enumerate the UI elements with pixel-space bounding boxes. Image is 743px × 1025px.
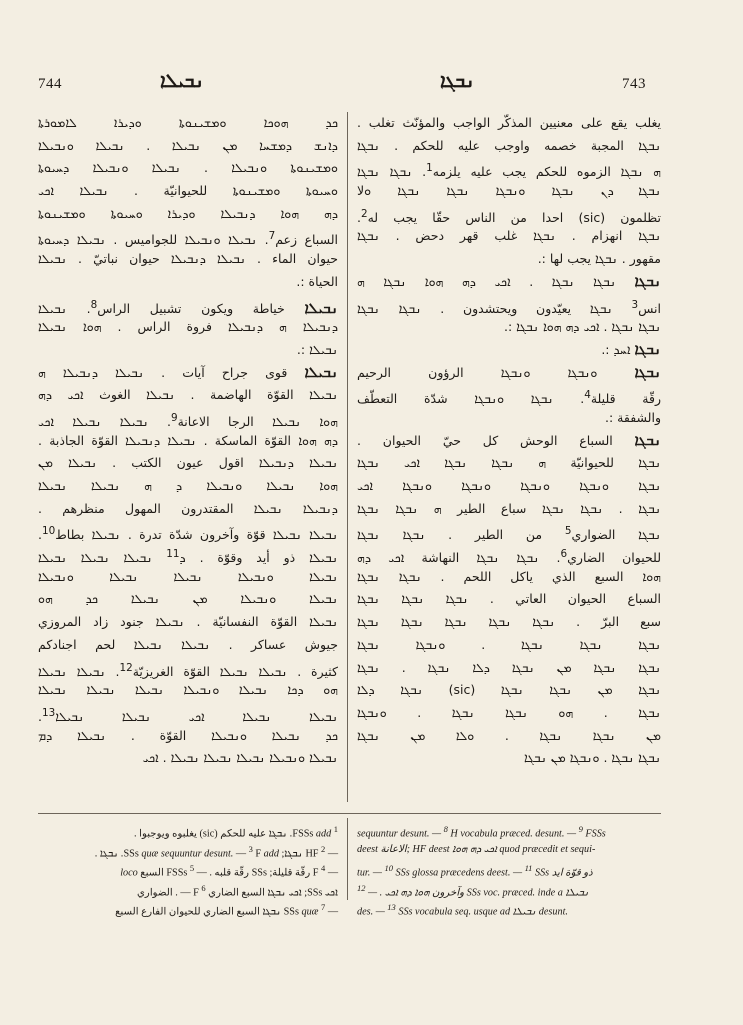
text-line: ܢܒܓܐ ܢܒܓܐ ܢܒܓܐ . ܐܟܝ ܕܗ ܗܘܐ ܢܒܓܐ ܗ bbox=[357, 273, 661, 290]
running-head-right: ܢܒܓܐ bbox=[440, 70, 475, 92]
text-line: ܕܗ ܗܘܐ ܕܢܒܝܠܐ ܘܕܝܪܐ ܘܚܝܘܬܐ ܘܡܫܝܢܘܬܐ bbox=[38, 205, 338, 221]
text-line: ܢܒܓܐ ܘܢܒܓܐ ܘܢܒܓܐ الرؤون الرحيم bbox=[357, 364, 661, 381]
text-line: ܗ ܢܒܓܐ الزموه للحكم يجب عليه يلزمه$^1$. ܢܒܓܐ ܢܒܓܐ bbox=[357, 162, 661, 180]
column-divider bbox=[347, 112, 348, 802]
text-line: ܗܘܐ السبع الذي ياكل اللحم . ܢܒܓܐ ܢܒܓܐ bbox=[357, 568, 661, 584]
text-line: ܘܚܝܘܬܐ ܘܡܫܝܢܘܬܐ للحيوانيّة . ܢܒܝܠܐ ܐܟܝ bbox=[38, 183, 338, 199]
footnote-line: — $^2$ HF ܢܒܓܐ; SSs quæ sequuntur desunt. — $^3$ F add. ܢܒܓܐ . bbox=[94, 843, 338, 859]
right-column-text bbox=[357, 112, 661, 802]
text-line: ܢܒܝܠܐ ܕܢܒܝܠܐ اقول عيون الكتب . ܢܒܝܠܐ ܡܢ bbox=[38, 455, 338, 471]
text-line: السباع الحيوان العاتي . ܢܒܓܐ ܢܒܓܐ ܢܒܓܐ bbox=[357, 591, 661, 607]
text-line: والشفقة :. bbox=[605, 409, 661, 425]
text-line: ܢܒܝܠܐ :. bbox=[296, 341, 338, 357]
text-line: سبع البرّ . ܢܒܓܐ ܢܒܓܐ ܢܒܓܐ ܢܒܓܐ ܢܒܓܐ bbox=[357, 614, 661, 630]
text-line: تظلمون (sic) احدا من الناس حقّا يجب له$^2$. bbox=[357, 207, 661, 225]
footnote-line: tur. — $^{10}$ SSs glossa præcedens deest. — $^{11}$ SSs ذو قوّة ايد bbox=[357, 863, 593, 879]
text-line: ܢܒܝܠܐ ܘܢܒܝܠܐ ܢܒܝܠܐ ܢܒܝܠܐ ܘܢܒܝܠܐ bbox=[38, 568, 338, 584]
text-line: ܢܒܝܠܐ خياطة ويكون تشبيل الراس$^8$. ܢܒܝܠܐ bbox=[38, 298, 338, 317]
text-line: للحيوان الضاري$^6$. ܢܒܓܐ ܢܒܓܐ النهاشة ܐܟܝ ܕܗ bbox=[357, 548, 662, 566]
text-line: ܢܒܓܐ ܢܒܓܐ . ܐܟܝ ܕܗ ܗܘܐ ܢܒܓܐ :. bbox=[504, 319, 661, 335]
text-line: يغلب يقع على معنيين المذكّر الواجب والمؤنّث تغلب . bbox=[357, 115, 661, 130]
text-line: ܢܒܓܐ ܢܒܓܐ ܡܢ ܢܒܓܐ ܕܠܐ ܢܒܓܐ . ܢܒܓܐ bbox=[357, 659, 661, 675]
footnotes-left bbox=[38, 820, 338, 918]
text-line: ܢܒܓܐ المجبة خصمه واوجب عليه للحكم . ܢܒܓܐ bbox=[357, 137, 661, 153]
footnote-line: deest الاعانة; HF deest ܐܟܝ ܕܗ ܗܘܐ quod præcedit et sequi- bbox=[357, 843, 596, 855]
text-line: ܗܘ ܕܟܐ ܢܒܝܠܐ ܘܢܒܝܠܐ ܢܒܝܠܐ ܢܒܝܠܐ ܢܒܝܠܐ bbox=[38, 682, 338, 698]
text-line: ܢܒܝܠܐ القوّة الهاضمة . ܢܒܝܠܐ الغوث ܐܟܝ ܕܗ bbox=[38, 387, 338, 403]
text-line: ܢܒܓܐ ܘܢܒܓܐ ܘܢܒܓܐ ܘܢܒܓܐ ܘܢܒܓܐ ܐܟܝ bbox=[357, 478, 661, 493]
text-line: ܢܒܝܠܐ قوى جراح آيات . ܢܒܝܠܐ ܕܢܒܝܠܐ ܗ bbox=[38, 364, 338, 381]
footnote-line: ܐܟܝ SSs; ܐܟܝ ܢܒܓܐ السبع الضاري F $^6$ — . الضواري bbox=[136, 882, 338, 898]
text-line: رقّة قليلة$^4$. ܢܒܓܐ ܘܢܒܓܐ شدّة التعطّف bbox=[357, 389, 661, 407]
footnote-line: sequuntur desunt. — $^8$ H vocabula præced. desunt. — $^9$ FSSs bbox=[357, 824, 606, 840]
footnote-line: des. — $^{13}$ SSs vocabula seq. usque ad ܢܒܝܠܐ desunt. bbox=[357, 902, 568, 918]
text-line: ܢܒܓܐ انهزام . ܢܒܓܐ غلب قهر دحض . ܢܒܓܐ bbox=[357, 228, 661, 244]
text-line: ܗܘܐ ܢܒܝܠܐ الرجا الاعانة$^9$. ܢܒܝܠܐ ܢܒܝܠܐ ܐܟܝ bbox=[38, 411, 338, 430]
text-line: الحياة :. bbox=[296, 273, 338, 289]
text-line: انس$^3$ ܢܒܓܐ يعيّدون ويحتشدون . ܢܒܓܐ ܢܒܓܐ bbox=[357, 298, 661, 316]
text-line: ܢܒܓܐ السباع الوحش كل حيّ الحيوان . bbox=[357, 432, 661, 449]
footnote-divider bbox=[347, 818, 348, 900]
text-line: ܢܒܓܐ الضواري$^5$ من الطير . ܢܒܓܐ ܢܒܓܐ bbox=[357, 525, 661, 543]
footnotes-right bbox=[357, 820, 661, 918]
left-column-text bbox=[38, 112, 338, 802]
text-line: ܢܒܝܠܐ ܢܒܝܠܐ ܐܟܝ ܢܒܝܠܐ ܢܒܝܠܐ$^{13}$. bbox=[38, 706, 338, 725]
text-line: ܕܢܒܝܠܐ ܢܒܝܠܐ المقتدرون المهول منظرهم . bbox=[38, 500, 338, 516]
text-line: ܘܡܫܝܢܘܬܐ ܘܢܒܝܠܐ . ܢܒܝܠܐ ܘܢܒܝܠܐ ܕܚܝܘܬܐ bbox=[38, 160, 338, 176]
text-line: السباع زعم$^7$. ܢܒܝܠܐ ܘܢܒܝܠܐ للجواميس . ܢܒܝܠܐ ܕܚܝܘܬܐ bbox=[38, 230, 339, 248]
page-number-right: 743 bbox=[622, 76, 646, 92]
text-line: ܢܒܝܠܐ ذو أيد وقوّة . ܕ$^{11}$ ܢܒܝܠܐ ܢܒܝܠܐ ܢܒܝܠܐ bbox=[38, 548, 338, 566]
text-line: ܟܕ ܢܒܝܠܐ ܘܢܒܝܠܐ القوّة . ܢܒܝܠܐ ܕܡ bbox=[38, 727, 338, 743]
footnote-line: — $^7$ SSs quæ ܢܒܓܐ السبع الضاري للحيوان الفارع السبع bbox=[115, 902, 338, 918]
text-line: ܢܒܓܐ ܕܢ ܢܒܓܐ ܘܢܒܓܐ ܢܒܓܐ ܢܒܓܐ ܘلا bbox=[357, 183, 661, 199]
text-line: ܢܒܓܐ للحيوانيّة ܗ ܢܒܓܐ ܢܒܓܐ ܐܟܝ ܢܒܓܐ bbox=[357, 455, 661, 471]
text-line: ܢܒܝܠܐ ܘܢܒܝܠܐ ܢܒܝܠܐ ܢܒܝܠܐ ܢܒܝܠܐ . ܐܟܝ bbox=[142, 750, 338, 766]
text-line: ܢܒܓܐ . ܗܘ ܢܒܓܐ ܢܒܓܐ . ܘܢܒܓܐ bbox=[357, 704, 661, 720]
text-line: ܢܒܓܐ ܢܒܓܐ . ܘܢܒܓܐ ܡܢ ܢܒܓܐ bbox=[524, 750, 661, 766]
text-line: ܡܢ ܢܒܓܐ ܢܒܓܐ . ܘܠܐ ܡܢ ܢܒܓܐ bbox=[357, 727, 661, 743]
text-line: ܟܕ ܗܘܟܐ ܘܡܫܝܢܘܬܐ ܘܕܝܪܐ ܠܐܡܘܪܬܐ bbox=[38, 115, 338, 130]
text-line: ܕܗ ܗܘܐ القوّة الماسكة . ܢܒܝܠܐ ܕܢܒܝܠܐ القوّة الجاذبة . bbox=[38, 432, 338, 448]
text-line: ܢܒܓܐ ܐܚܕ :. bbox=[601, 341, 661, 358]
text-line: مقهور . ܢܒܓܐ يجب لها :. bbox=[537, 251, 661, 267]
text-line: ܢܒܓܐ ܡܢ ܢܒܓܐ ܢܒܓܐ (sic) ܢܒܓܐ ܕܠܐ bbox=[357, 682, 662, 698]
footnote-rule bbox=[38, 813, 661, 814]
footnote-line: $^1$ FSSs add. ܢܒܓܐ عليه للحكم (sic) يغلبوه ويوجبوا . bbox=[134, 824, 338, 840]
text-line: ܢܒܝܠܐ ܘܢܒܝܠܐ ܡܢ ܢܒܝܠܐ ܟܕ ܗܘ bbox=[38, 591, 338, 607]
text-line: ܢܒܓܐ ܢܒܓܐ ܢܒܓܐ . ܘܢܒܓܐ ܢܒܓܐ bbox=[357, 636, 661, 652]
footnote-line: — $^4$ F رقّة قليلة; SSs رقّة قلبه . — $^5$ FSSs السبع loco bbox=[120, 863, 338, 879]
text-line: ܢܒܝܠܐ ܢܒܝܠܐ قوّة وآخرون شدّة تدرة . ܢܒܝܠܐ بطاط$^{10}$. bbox=[38, 525, 338, 543]
text-line: ܕܐܢܫ ܕܡܫܚܐ ܡܢ ܢܒܝܠܐ . ܢܒܝܠܐ ܘܢܒܝܠܐ bbox=[38, 137, 338, 153]
text-line: جيوش عساكر . ܢܒܝܠܐ ܢܒܝܠܐ لحم اجنادكم bbox=[38, 636, 338, 652]
text-line: ܢܒܓܐ . ܢܒܓܐ ܢܒܓܐ سباع الطير ܗ ܢܒܓܐ ܢܒܓܐ bbox=[357, 500, 661, 516]
text-line: ܗܘܐ ܢܒܝܠܐ ܘܢܒܝܠܐ ܕ ܗ ܢܒܝܠܐ ܢܒܝܠܐ bbox=[38, 478, 338, 493]
page-number-left: 744 bbox=[38, 76, 62, 92]
running-head-left: ܢܒܝܠܐ bbox=[160, 70, 204, 92]
text-line: ܢܒܝܠܐ القوّة النفسانيّة . ܢܒܝܠܐ جنود زاد المروزي bbox=[38, 614, 338, 630]
text-line: كثيرة . ܢܒܝܠܐ ܢܒܝܠܐ القوّة الغريزيّة$^{12}$. ܢܒܝܠܐ ܢܒܝܠܐ bbox=[38, 661, 338, 679]
footnote-line: وآخرون ܗܘܐ ܕܗ ܐܟܝ . — $^{12}$ SSs voc. præced. inde a ܢܒܝܠܐ bbox=[357, 882, 589, 898]
text-line: ܕܢܒܝܠܐ ܗ ܕܢܒܝܠܐ فروة الراس . ܗܘܐ ܢܒܝܠܐ bbox=[38, 319, 338, 335]
text-line: حيوان الماء . ܢܒܝܠܐ ܕܢܒܝܠܐ حيوان نباتيّ . ܢܒܝܠܐ bbox=[38, 251, 338, 267]
